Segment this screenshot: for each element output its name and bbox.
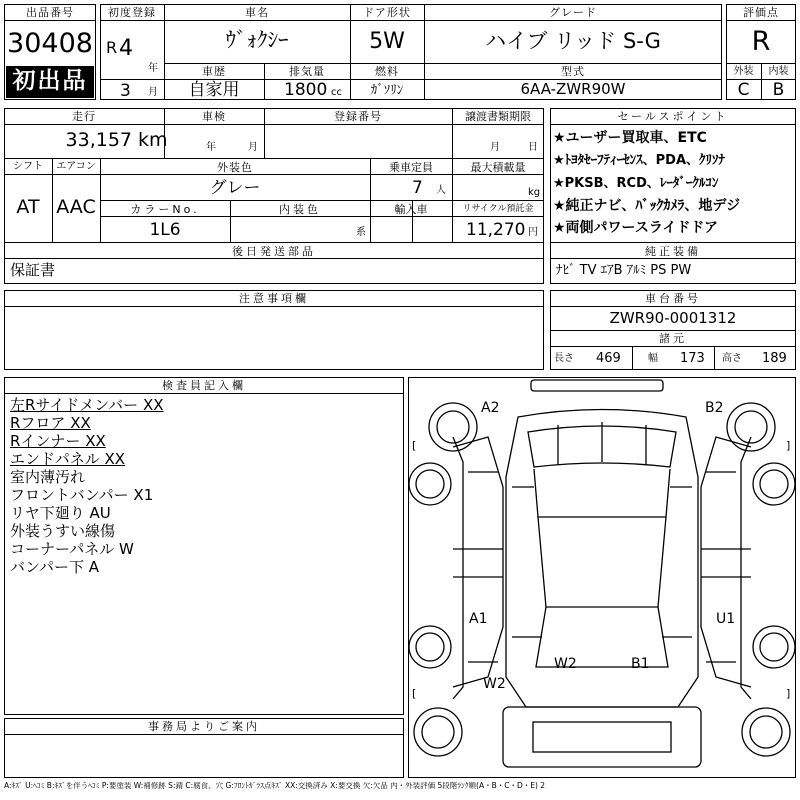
inspector-line: フロントバンパー X1: [10, 486, 154, 504]
displacement-label: 排気量: [289, 65, 325, 78]
later-parts: 保証書: [10, 261, 56, 279]
car-name: ｳﾞｫｸｼｰ: [225, 28, 289, 52]
svg-text:[: [: [412, 439, 417, 452]
inspection-month-unit: 月: [248, 142, 258, 153]
inspector-line: 外装うすい線傷: [10, 522, 116, 540]
genuine-equipment-label: 純正装備: [645, 245, 701, 258]
sales-point-2: ★ﾄﾖﾀｾｰﾌﾃｨｰｾﾝｽ、PDA、ｸﾘｿﾅ: [553, 153, 726, 168]
shift-label: シフト: [13, 161, 43, 172]
chassis-number: ZWR90-0001312: [609, 309, 737, 327]
color-no: 1L6: [149, 220, 181, 240]
door-label: ドア形状: [363, 6, 411, 19]
sales-point-1: ★ユーザー買取車、ETC: [553, 130, 707, 146]
color-no-label: カラーNo.: [130, 203, 200, 216]
mark-b1: B1: [631, 656, 650, 672]
reg-year: 4: [119, 36, 133, 61]
inspection-label: 車検: [202, 110, 226, 123]
width: 173: [680, 351, 705, 366]
load-label: 最大積載量: [470, 161, 526, 174]
sales-point-3: ★PKSB、RCD、ﾚｰﾀﾞｰｸﾙｺﾝ: [553, 176, 719, 191]
height-label: 高さ: [722, 353, 742, 364]
mark-w2-top: W2: [554, 656, 577, 672]
interior-label: 内装: [768, 66, 789, 77]
deadline-label: 譲渡書類期限: [465, 110, 531, 123]
deadline-day-unit: 日: [528, 142, 538, 153]
lot-number: 30408: [7, 28, 93, 59]
import-label: 輸入車: [394, 203, 428, 216]
history: 自家用: [188, 80, 240, 100]
legend: A:ｷｽﾞ U:ﾍｺﾐ B:ｷｽﾞを伴うﾍｺﾐ P:要塗装 W:補修跡 S:錆 C:腐食、穴 G:ﾌﾛﾝﾄｶﾞﾗｽ点ｷｽﾞ XX:交換済み X:要交換 欠:欠品 内・外装評価 5段階ﾗﾝｸ順(A・B・C・D・E) 2: [4, 782, 546, 790]
inspector-line: 左Rサイドメンバー XX: [10, 396, 164, 414]
recycle: 11,270: [466, 220, 526, 240]
model: 6AA-ZWR90W: [520, 80, 626, 98]
capacity-label: 乗車定員: [389, 161, 433, 174]
month-unit: 月: [148, 87, 158, 98]
body-color: グレー: [209, 178, 261, 198]
inspector-line: エンドパネル XX: [10, 450, 126, 468]
int-color-label: 内装色: [279, 203, 321, 216]
mileage-unit: km: [138, 129, 168, 151]
mark-a1: A1: [469, 611, 488, 627]
length: 469: [596, 351, 621, 366]
svg-text:]: ]: [786, 439, 791, 452]
model-label: 型式: [561, 65, 585, 78]
year-unit: 年: [148, 63, 158, 74]
inspector-line: Rインナー XX: [10, 432, 106, 450]
exterior-score: C: [737, 80, 750, 100]
recycle-label: リサイクル預託金: [462, 204, 534, 214]
car-diagram: [408, 377, 796, 778]
office-label: 事務局よりご案内: [148, 720, 260, 733]
interior-score: B: [772, 80, 785, 100]
displacement: 1800: [284, 80, 328, 100]
exterior-label: 外装: [733, 66, 754, 77]
ac: AAC: [56, 196, 96, 218]
fuel-label: 燃料: [375, 65, 399, 78]
reg-number-label: 登録番号: [334, 110, 382, 123]
car-name-label: 車名: [245, 6, 269, 19]
length-label: 長さ: [554, 353, 574, 364]
grade-label: グレード: [549, 6, 597, 19]
load-unit: kg: [528, 187, 541, 198]
first-registration-label: 初度登録: [108, 6, 156, 19]
color-label: 外装色: [217, 161, 253, 174]
mileage: 33,157: [65, 129, 132, 151]
svg-text:[: [: [412, 687, 417, 700]
sales-point-5: ★両側パワースライドドア: [553, 220, 719, 236]
grade: ハイブ リッド S-G: [485, 29, 661, 53]
genuine-equipment: ﾅﾋﾞ TV ｴｱB ｱﾙﾐ PS PW: [556, 263, 692, 278]
displacement-unit: cc: [331, 87, 342, 98]
notes-label: 注意事項欄: [239, 292, 309, 305]
score-label: 評価点: [743, 6, 779, 19]
recycle-unit: 円: [528, 227, 538, 238]
inspector-line: 室内薄汚れ: [10, 468, 86, 486]
mark-w2-bottom: W2: [483, 676, 506, 692]
height: 189: [762, 351, 787, 366]
door-type: 5W: [369, 29, 405, 54]
mark-b2: B2: [705, 400, 724, 416]
lot-number-label: 出品番号: [26, 6, 74, 19]
inspector-line: バンパー下 A: [10, 558, 99, 576]
deadline-month-unit: 月: [490, 142, 500, 153]
fuel: ｶﾞｿﾘﾝ: [370, 83, 404, 98]
inspection-year-unit: 年: [206, 142, 216, 153]
reg-month: 3: [120, 81, 131, 101]
sales-point-4: ★純正ナビ、ﾊﾞｯｸｶﾒﾗ、地デジ: [553, 198, 741, 214]
inspector-line: Rフロア XX: [10, 414, 91, 432]
inspector-line: リヤ下廻り AU: [10, 504, 111, 522]
later-parts-label: 後日発送部品: [232, 245, 316, 258]
int-color-unit: 系: [356, 227, 366, 238]
score: R: [751, 26, 771, 57]
inspector-label: 検査員記入欄: [162, 379, 246, 392]
svg-text:]: ]: [786, 687, 791, 700]
mileage-label: 走行: [72, 110, 96, 123]
inspector-line: コーナーパネル W: [10, 540, 134, 558]
history-label: 車歴: [202, 65, 226, 78]
inspector-notes: [10, 396, 400, 576]
mark-a2: A2: [481, 400, 500, 416]
sales-points-label: セールスポイント: [617, 110, 729, 123]
capacity-unit: 人: [436, 185, 446, 196]
era: R: [106, 38, 118, 57]
shift: AT: [16, 196, 40, 218]
capacity: 7: [412, 178, 423, 198]
mark-u1: U1: [716, 611, 736, 627]
width-label: 幅: [648, 353, 658, 364]
ac-label: エアコン: [56, 161, 96, 172]
first-listing-text: 初出品: [12, 68, 88, 94]
chassis-label: 車台番号: [645, 292, 701, 305]
dims-label: 諸元: [659, 332, 687, 345]
